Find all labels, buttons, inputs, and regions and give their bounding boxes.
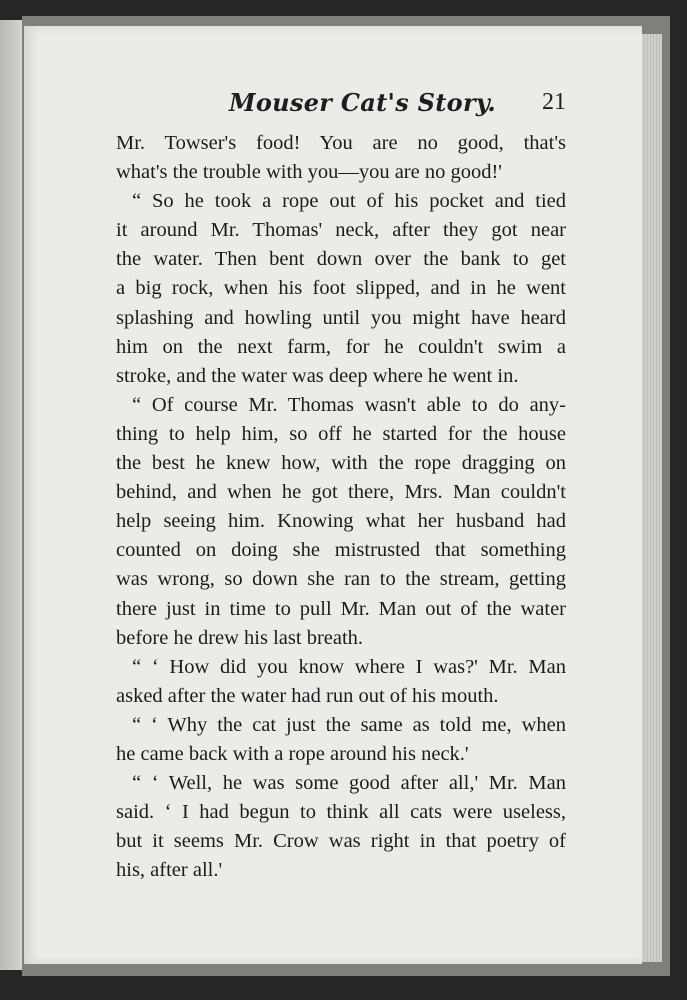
- text-line: thing to help him, so off he started for the house: [116, 422, 566, 445]
- text-line: there just in time to pull Mr. Man out of the water: [116, 597, 566, 620]
- body-text: [116, 129, 566, 885]
- text-line: was wrong, so down she ran to the stream, getting: [116, 568, 566, 591]
- text-line: counted on doing she mistrusted that something: [116, 539, 566, 562]
- text-line: the water. Then bent down over the bank to get: [116, 248, 566, 271]
- text-line: it around Mr. Thomas' neck, after they got near: [116, 219, 566, 242]
- text-line: “ So he took a rope out of his pocket and tied: [132, 190, 566, 213]
- text-line: him on the next farm, for he couldn't swim a: [116, 335, 566, 358]
- page-number: 21: [542, 89, 566, 115]
- text-line: his, after all.': [116, 859, 223, 882]
- text-line: “ ‘ How did you know where I was?' Mr. Man: [132, 655, 566, 678]
- text-line: a big rock, when his foot slipped, and in he went: [116, 277, 566, 300]
- text-line: the best he knew how, with the rope dragging on: [116, 452, 566, 475]
- text-line: but it seems Mr. Crow was right in that poetry of: [116, 830, 566, 853]
- text-line: stroke, and the water was deep where he went in.: [116, 364, 519, 387]
- text-line: he came back with a rope around his neck.': [116, 742, 469, 765]
- running-title: Mouser Cat's Story.: [229, 88, 497, 117]
- page-header: [24, 88, 642, 124]
- text-line: behind, and when he got there, Mrs. Man couldn't: [116, 481, 566, 504]
- text-line: “ ‘ Well, he was some good after all,' Mr. Man: [132, 772, 566, 795]
- facing-page-edge: [0, 20, 24, 970]
- text-line: “ Of course Mr. Thomas wasn't able to do any-: [132, 393, 566, 416]
- text-line: said. ‘ I had begun to think all cats were useless,: [116, 801, 566, 824]
- text-line: “ ‘ Why the cat just the same as told me, when: [132, 713, 566, 736]
- text-line: asked after the water had run out of his mouth.: [116, 684, 499, 707]
- text-line: Mr. Towser's food! You are no good, that's: [116, 132, 566, 154]
- text-line: what's the trouble with you—you are no good!': [116, 161, 502, 184]
- text-line: help seeing him. Knowing what her husband had: [116, 510, 566, 533]
- book-page: [24, 26, 642, 964]
- text-line: splashing and howling until you might have heard: [116, 306, 566, 329]
- text-line: before he drew his last breath.: [116, 626, 364, 649]
